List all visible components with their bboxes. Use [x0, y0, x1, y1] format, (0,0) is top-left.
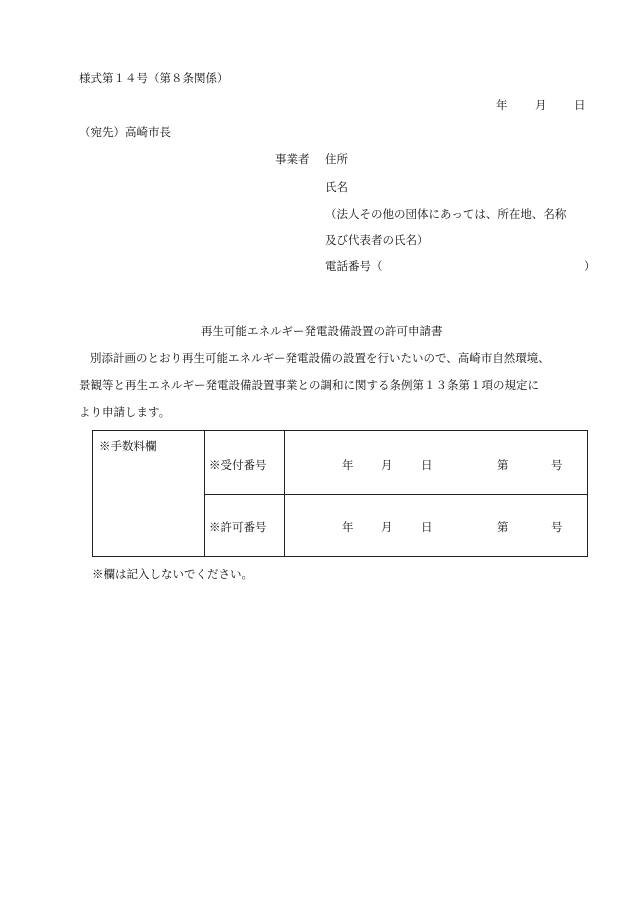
reception-day: 日	[421, 458, 433, 472]
body-line-3: より申請します。	[79, 405, 171, 419]
applicant-label: 事業者	[275, 152, 310, 166]
table-row-divider	[204, 494, 587, 495]
permit-month: 月	[381, 520, 393, 534]
address-label: 住所	[325, 152, 348, 166]
phone-label: 電話番号（	[325, 259, 383, 273]
corporate-note-line2: 及び代表者の氏名）	[325, 233, 429, 247]
permit-go: 号	[551, 520, 563, 534]
reception-month: 月	[381, 458, 393, 472]
name-label: 氏名	[325, 180, 348, 194]
date-year: 年	[496, 98, 508, 112]
reception-year: 年	[342, 458, 354, 472]
phone-close: ）	[584, 259, 596, 273]
corporate-note-line1: （法人その他の団体にあっては、所在地、名称	[325, 207, 567, 221]
fee-label: ※手数料欄	[99, 439, 157, 453]
reception-dai: 第	[497, 458, 509, 472]
permit-dai: 第	[497, 520, 509, 534]
date-day: 日	[574, 98, 586, 112]
reception-go: 号	[551, 458, 563, 472]
body-line-2: 景観等と再生エネルギー発電設備設置事業との調和に関する条例第１３条第１項の規定に	[79, 378, 539, 392]
form-number: 様式第１４号（第８条関係）	[79, 71, 229, 85]
reception-number-label: ※受付番号	[209, 458, 267, 472]
date-month: 月	[535, 98, 547, 112]
body-line-1: 別添計画のとおり再生可能エネルギー発電設備の設置を行いたいので、高崎市自然環境、	[90, 351, 550, 365]
addressee: （宛先）高崎市長	[79, 125, 171, 139]
fee-table	[92, 430, 588, 557]
document-title: 再生可能エネルギー発電設備設置の許可申請書	[201, 324, 443, 338]
footnote: ※欄は記入しないでください。	[92, 567, 253, 581]
permit-number-label: ※許可番号	[209, 520, 267, 534]
permit-year: 年	[342, 520, 354, 534]
permit-day: 日	[421, 520, 433, 534]
